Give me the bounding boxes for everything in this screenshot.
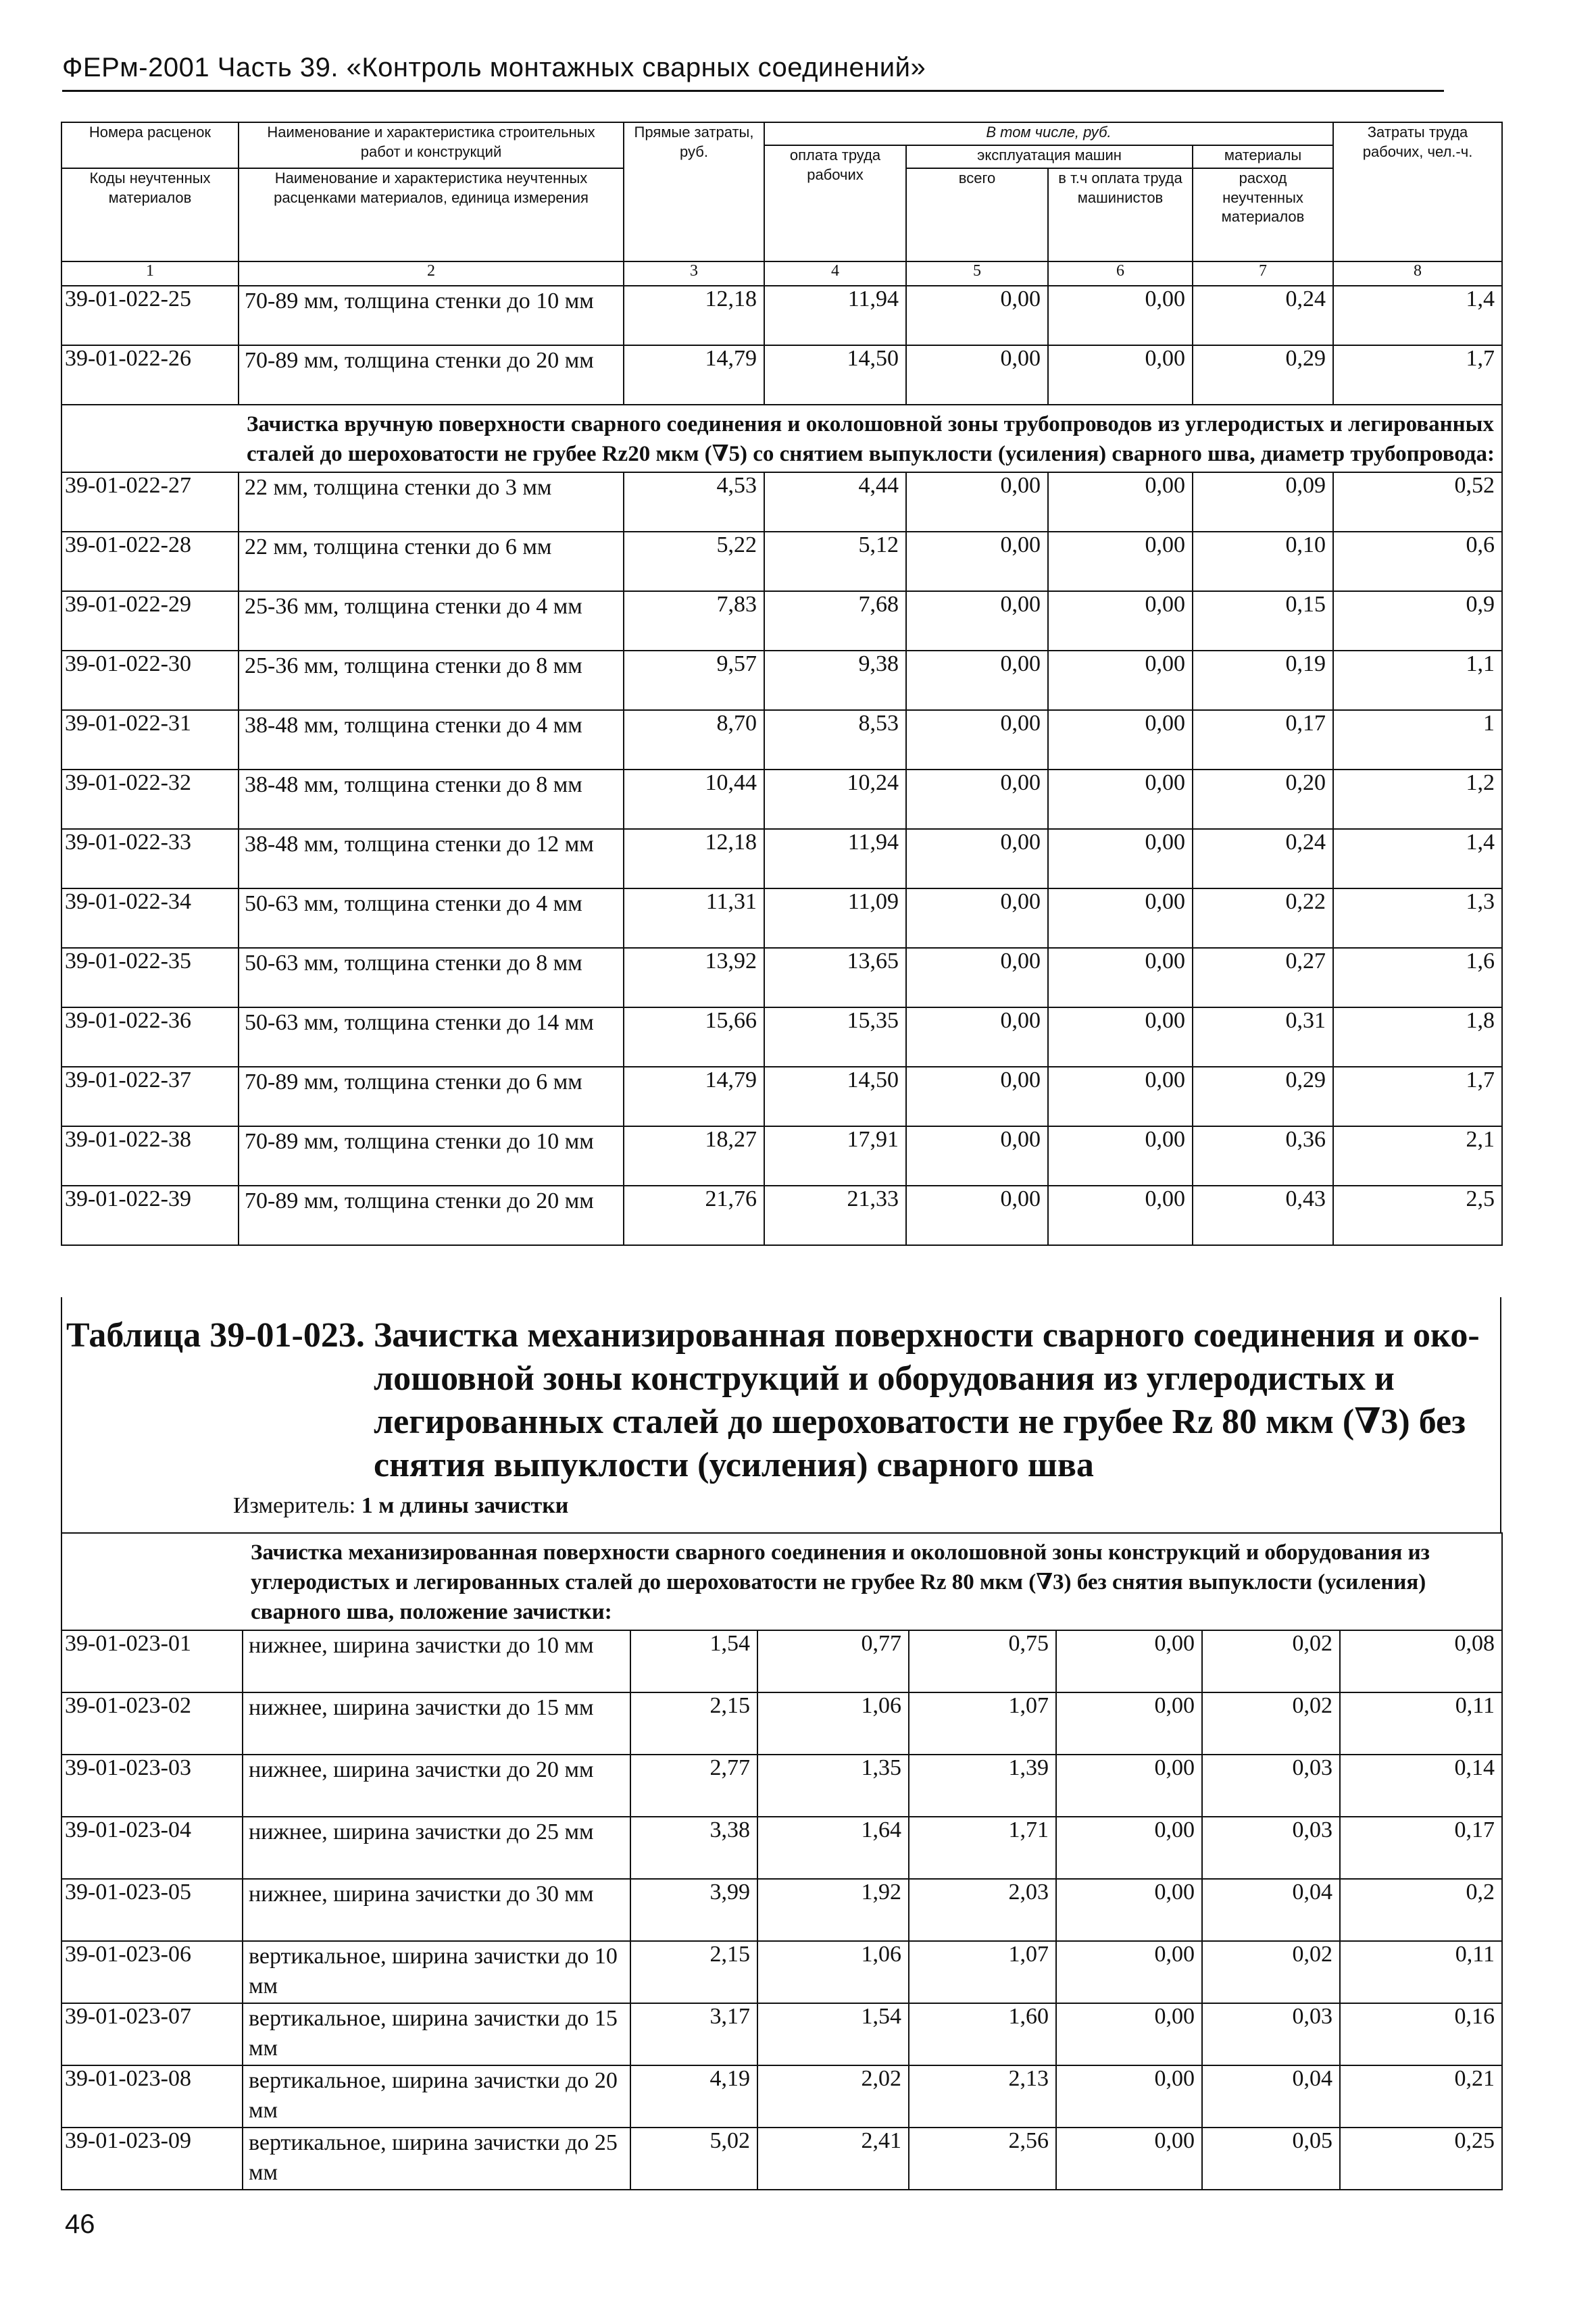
materials-header: материалы [1193,145,1333,168]
value-cell: 0,11 [1340,1941,1502,2003]
rate-code: 39-01-022-38 [61,1126,239,1186]
value-cell: 15,35 [764,1007,906,1067]
value-cell: 0,03 [1202,1755,1340,1817]
value-cell: 0,25 [1340,2128,1502,2190]
value-cell: 8,70 [624,710,764,770]
value-cell: 0,14 [1340,1755,1502,1817]
rate-code: 39-01-023-08 [61,2065,243,2128]
rate-code: 39-01-022-32 [61,770,239,829]
value-cell: 0,43 [1193,1186,1333,1245]
value-cell: 0,00 [1056,1630,1202,1692]
rates-table-39-01-023 [61,1532,1503,2190]
value-cell: 0,9 [1333,591,1502,651]
col1-header-top: Номера расценок [61,122,239,168]
table-row [61,1007,1502,1067]
value-cell: 0,00 [1048,651,1193,710]
value-cell: 5,12 [764,532,906,591]
value-cell: 0,00 [1048,770,1193,829]
col-number: 5 [906,261,1048,286]
value-cell: 15,66 [624,1007,764,1067]
value-cell: 0,02 [1202,1941,1340,2003]
value-cell: 0,00 [1048,829,1193,888]
rate-code: 39-01-022-34 [61,888,239,948]
value-cell: 0,00 [906,1067,1048,1126]
rates-table-39-01-022 [61,122,1503,1246]
value-cell: 1 [1333,710,1502,770]
value-cell: 0,00 [906,591,1048,651]
rate-code: 39-01-022-29 [61,591,239,651]
value-cell: 0,24 [1193,286,1333,345]
work-description: 70-89 мм, толщина стенки до 6 мм [239,1067,624,1126]
value-cell: 0,29 [1193,1067,1333,1126]
rate-code: 39-01-022-36 [61,1007,239,1067]
table-row [61,2003,1502,2065]
value-cell: 13,65 [764,948,906,1007]
rate-code: 39-01-022-31 [61,710,239,770]
table-row [61,1941,1502,2003]
value-cell: 2,03 [909,1879,1056,1941]
rate-code: 39-01-023-06 [61,1941,243,2003]
col-number: 7 [1193,261,1333,286]
table-row [61,1817,1502,1879]
rate-code: 39-01-022-37 [61,1067,239,1126]
value-cell: 0,00 [1048,710,1193,770]
value-cell: 11,94 [764,829,906,888]
table-row [61,710,1502,770]
table-row [61,770,1502,829]
value-cell: 0,04 [1202,2065,1340,2128]
work-description: 25-36 мм, толщина стенки до 8 мм [239,651,624,710]
table-row [61,2065,1502,2128]
value-cell: 11,94 [764,286,906,345]
value-cell: 1,06 [757,1941,909,2003]
rate-code: 39-01-023-01 [61,1630,243,1692]
value-cell: 0,00 [1056,1941,1202,2003]
value-cell: 0,15 [1193,591,1333,651]
value-cell: 2,1 [1333,1126,1502,1186]
work-description: вертикальное, ширина зачистки до 15 мм [243,2003,630,2065]
work-description: 70-89 мм, толщина стенки до 20 мм [239,345,624,405]
value-cell: 7,83 [624,591,764,651]
value-cell: 0,75 [909,1630,1056,1692]
work-description: 22 мм, толщина стенки до 6 мм [239,532,624,591]
value-cell: 0,00 [906,888,1048,948]
value-cell: 0,00 [906,770,1048,829]
value-cell: 1,54 [757,2003,909,2065]
table-row [61,651,1502,710]
value-cell: 0,19 [1193,651,1333,710]
value-cell: 0,6 [1333,532,1502,591]
value-cell: 1,54 [630,1630,757,1692]
value-cell: 0,17 [1193,710,1333,770]
col7-header: расход неучтенных материалов [1193,168,1333,261]
value-cell: 21,33 [764,1186,906,1245]
value-cell: 0,00 [1048,591,1193,651]
rate-code: 39-01-023-02 [61,1692,243,1755]
value-cell: 1,4 [1333,286,1502,345]
value-cell: 21,76 [624,1186,764,1245]
value-cell: 1,60 [909,2003,1056,2065]
work-description: 22 мм, толщина стенки до 3 мм [239,472,624,532]
table-row [61,286,1502,345]
work-description: вертикальное, ширина зачистки до 25 мм [243,2128,630,2190]
value-cell: 0,00 [1048,1067,1193,1126]
rate-code: 39-01-023-05 [61,1879,243,1941]
page-number: 46 [65,2209,95,2239]
value-cell: 0,21 [1340,2065,1502,2128]
value-cell: 0,00 [1056,1692,1202,1755]
machines-header: эксплуатация машин [906,145,1193,168]
col5-header: всего [906,168,1048,261]
value-cell: 0,17 [1340,1817,1502,1879]
value-cell: 1,64 [757,1817,909,1879]
value-cell: 1,35 [757,1755,909,1817]
value-cell: 0,31 [1193,1007,1333,1067]
rate-code: 39-01-022-33 [61,829,239,888]
work-description: нижнее, ширина зачистки до 25 мм [243,1817,630,1879]
value-cell: 4,53 [624,472,764,532]
rate-code: 39-01-022-35 [61,948,239,1007]
value-cell: 0,00 [1048,345,1193,405]
section-description: Зачистка вручную поверхности сварного соединения и околошовной зоны трубопроводов из углеродистых и легированных сталей до шероховатости не грубее Rz20 мкм (∇5) со снятием выпуклости (усиления) сварного шва, диаметр трубопровода: [239,405,1502,472]
value-cell: 0,52 [1333,472,1502,532]
rate-code: 39-01-023-03 [61,1755,243,1817]
value-cell: 14,50 [764,1067,906,1126]
value-cell: 9,57 [624,651,764,710]
work-description: нижнее, ширина зачистки до 10 мм [243,1630,630,1692]
value-cell: 2,13 [909,2065,1056,2128]
col-number: 8 [1333,261,1502,286]
rate-code: 39-01-022-25 [61,286,239,345]
work-description: 70-89 мм, толщина стенки до 10 мм [239,1126,624,1186]
rate-code: 39-01-022-28 [61,532,239,591]
value-cell: 0,36 [1193,1126,1333,1186]
frame-line-right [1500,1297,1501,1534]
value-cell: 2,56 [909,2128,1056,2190]
work-description: нижнее, ширина зачистки до 30 мм [243,1879,630,1941]
value-cell: 0,00 [1048,948,1193,1007]
value-cell: 2,5 [1333,1186,1502,1245]
value-cell: 2,77 [630,1755,757,1817]
table-row [61,1630,1502,1692]
col6-header: в т.ч оплата труда машинистов [1048,168,1193,261]
value-cell: 4,44 [764,472,906,532]
work-description: вертикальное, ширина зачистки до 10 мм [243,1941,630,2003]
value-cell: 11,31 [624,888,764,948]
value-cell: 0,00 [1048,1126,1193,1186]
table-row [61,1186,1502,1245]
value-cell: 0,02 [1202,1692,1340,1755]
value-cell: 5,02 [630,2128,757,2190]
value-cell: 0,16 [1340,2003,1502,2065]
col-number: 1 [61,261,239,286]
value-cell: 1,2 [1333,770,1502,829]
work-description: 50-63 мм, толщина стенки до 8 мм [239,948,624,1007]
measure-value: 1 м длины зачистки [361,1493,569,1518]
table-title-line1: Таблица 39-01-023. Зачистка механизированная поверхности сварного соединения и око- [66,1316,1480,1355]
value-cell: 1,6 [1333,948,1502,1007]
value-cell: 1,07 [909,1941,1056,2003]
value-cell: 0,10 [1193,532,1333,591]
table-row [61,532,1502,591]
table-row [61,1126,1502,1186]
work-description: 38-48 мм, толщина стенки до 8 мм [239,770,624,829]
col-number: 3 [624,261,764,286]
col-number: 6 [1048,261,1193,286]
rate-code: 39-01-022-30 [61,651,239,710]
page-header: ФЕРм-2001 Часть 39. «Контроль монтажных сварных соединений» [62,53,1444,92]
table-row [61,1067,1502,1126]
value-cell: 14,79 [624,1067,764,1126]
value-cell: 1,1 [1333,651,1502,710]
col4-header: оплата труда рабочих [764,145,906,261]
table-title-rest: лошовной зоны конструкций и оборудования из углеродистых и легированных сталей до шероховатости не грубее Rz 80 мкм (∇3) без снятия выпуклости (усиления) сварного шва [374,1359,1466,1484]
value-cell: 1,3 [1333,888,1502,948]
work-description: 38-48 мм, толщина стенки до 4 мм [239,710,624,770]
work-description: 25-36 мм, толщина стенки до 4 мм [239,591,624,651]
work-description: 50-63 мм, толщина стенки до 4 мм [239,888,624,948]
value-cell: 0,77 [757,1630,909,1692]
value-cell: 0,00 [906,532,1048,591]
value-cell: 0,02 [1202,1630,1340,1692]
value-cell: 0,00 [1056,2128,1202,2190]
value-cell: 5,22 [624,532,764,591]
value-cell: 0,00 [1048,1186,1193,1245]
value-cell: 0,05 [1202,2128,1340,2190]
value-cell: 8,53 [764,710,906,770]
value-cell: 0,24 [1193,829,1333,888]
frame-line-left [61,1297,62,1534]
value-cell: 13,92 [624,948,764,1007]
value-cell: 3,17 [630,2003,757,2065]
value-cell: 3,99 [630,1879,757,1941]
table-title [66,1314,1492,1487]
value-cell: 0,00 [1048,888,1193,948]
table-row [61,888,1502,948]
value-cell: 0,00 [906,651,1048,710]
value-cell: 12,18 [624,286,764,345]
value-cell: 0,09 [1193,472,1333,532]
value-cell: 2,15 [630,1692,757,1755]
value-cell: 9,38 [764,651,906,710]
col2-header-top: Наименование и характеристика строительных работ и конструкций [239,122,624,168]
value-cell: 1,7 [1333,1067,1502,1126]
section-description: Зачистка механизированная поверхности сварного соединения и околошовной зоны конструкций и оборудования из углеродистых и легированных сталей до шероховатости не грубее Rz 80 мкм (∇3) без снятия выпуклости (усиления) сварного шва, положение зачистки: [243,1533,1502,1630]
value-cell: 0,00 [906,472,1048,532]
table-row [61,591,1502,651]
value-cell: 0,00 [906,948,1048,1007]
table-row [61,472,1502,532]
value-cell: 10,44 [624,770,764,829]
table-row [61,1755,1502,1817]
value-cell: 1,7 [1333,345,1502,405]
rate-code: 39-01-022-27 [61,472,239,532]
value-cell: 1,71 [909,1817,1056,1879]
value-cell: 10,24 [764,770,906,829]
value-cell: 0,2 [1340,1879,1502,1941]
table-row [61,1879,1502,1941]
value-cell: 0,00 [906,710,1048,770]
value-cell: 0,00 [1056,2003,1202,2065]
col3-header: Прямые затраты, руб. [624,122,764,261]
value-cell: 1,4 [1333,829,1502,888]
value-cell: 18,27 [624,1126,764,1186]
value-cell: 1,92 [757,1879,909,1941]
value-cell: 1,39 [909,1755,1056,1817]
value-cell: 0,22 [1193,888,1333,948]
work-description: 38-48 мм, толщина стенки до 12 мм [239,829,624,888]
value-cell: 14,79 [624,345,764,405]
col-number: 2 [239,261,624,286]
value-cell: 0,03 [1202,1817,1340,1879]
table-row [61,1692,1502,1755]
value-cell: 1,07 [909,1692,1056,1755]
measure-line [233,1493,568,1519]
measure-label: Измеритель: [233,1493,356,1518]
rate-code: 39-01-023-04 [61,1817,243,1879]
value-cell: 14,50 [764,345,906,405]
work-description: вертикальное, ширина зачистки до 20 мм [243,2065,630,2128]
value-cell: 0,00 [1048,532,1193,591]
value-cell: 17,91 [764,1126,906,1186]
value-cell: 12,18 [624,829,764,888]
value-cell: 0,00 [906,1007,1048,1067]
value-cell: 0,29 [1193,345,1333,405]
value-cell: 1,8 [1333,1007,1502,1067]
table-row [61,345,1502,405]
value-cell: 0,27 [1193,948,1333,1007]
rate-code: 39-01-023-07 [61,2003,243,2065]
value-cell: 3,38 [630,1817,757,1879]
value-cell: 0,00 [1056,1755,1202,1817]
value-cell: 0,03 [1202,2003,1340,2065]
value-cell: 0,00 [1056,1817,1202,1879]
value-cell: 4,19 [630,2065,757,2128]
work-description: нижнее, ширина зачистки до 20 мм [243,1755,630,1817]
value-cell: 0,00 [1056,1879,1202,1941]
col-number: 4 [764,261,906,286]
work-description: 50-63 мм, толщина стенки до 14 мм [239,1007,624,1067]
value-cell: 0,00 [906,286,1048,345]
work-description: нижнее, ширина зачистки до 15 мм [243,1692,630,1755]
value-cell: 2,02 [757,2065,909,2128]
table-row [61,948,1502,1007]
value-cell: 0,11 [1340,1692,1502,1755]
value-cell: 1,06 [757,1692,909,1755]
value-cell: 0,00 [1056,2065,1202,2128]
rate-code: 39-01-022-39 [61,1186,239,1245]
work-description: 70-89 мм, толщина стенки до 10 мм [239,286,624,345]
included-header: В том числе, руб. [764,122,1333,145]
table-row [61,829,1502,888]
value-cell: 0,00 [1048,1007,1193,1067]
value-cell: 11,09 [764,888,906,948]
table-row [61,2128,1502,2190]
work-description: 70-89 мм, толщина стенки до 20 мм [239,1186,624,1245]
rate-code: 39-01-023-09 [61,2128,243,2190]
value-cell: 0,00 [906,1126,1048,1186]
col1-header-bottom: Коды неучтенных материалов [61,168,239,261]
value-cell: 7,68 [764,591,906,651]
value-cell: 2,41 [757,2128,909,2190]
col8-header: Затраты труда рабочих, чел.-ч. [1333,122,1502,261]
value-cell: 0,00 [906,345,1048,405]
col2-header-bottom: Наименование и характеристика неучтенных расценками материалов, единица измерения [239,168,624,261]
rate-code: 39-01-022-26 [61,345,239,405]
value-cell: 0,20 [1193,770,1333,829]
value-cell: 0,00 [1048,286,1193,345]
value-cell: 0,00 [1048,472,1193,532]
value-cell: 0,08 [1340,1630,1502,1692]
value-cell: 0,04 [1202,1879,1340,1941]
value-cell: 0,00 [906,1186,1048,1245]
value-cell: 2,15 [630,1941,757,2003]
value-cell: 0,00 [906,829,1048,888]
